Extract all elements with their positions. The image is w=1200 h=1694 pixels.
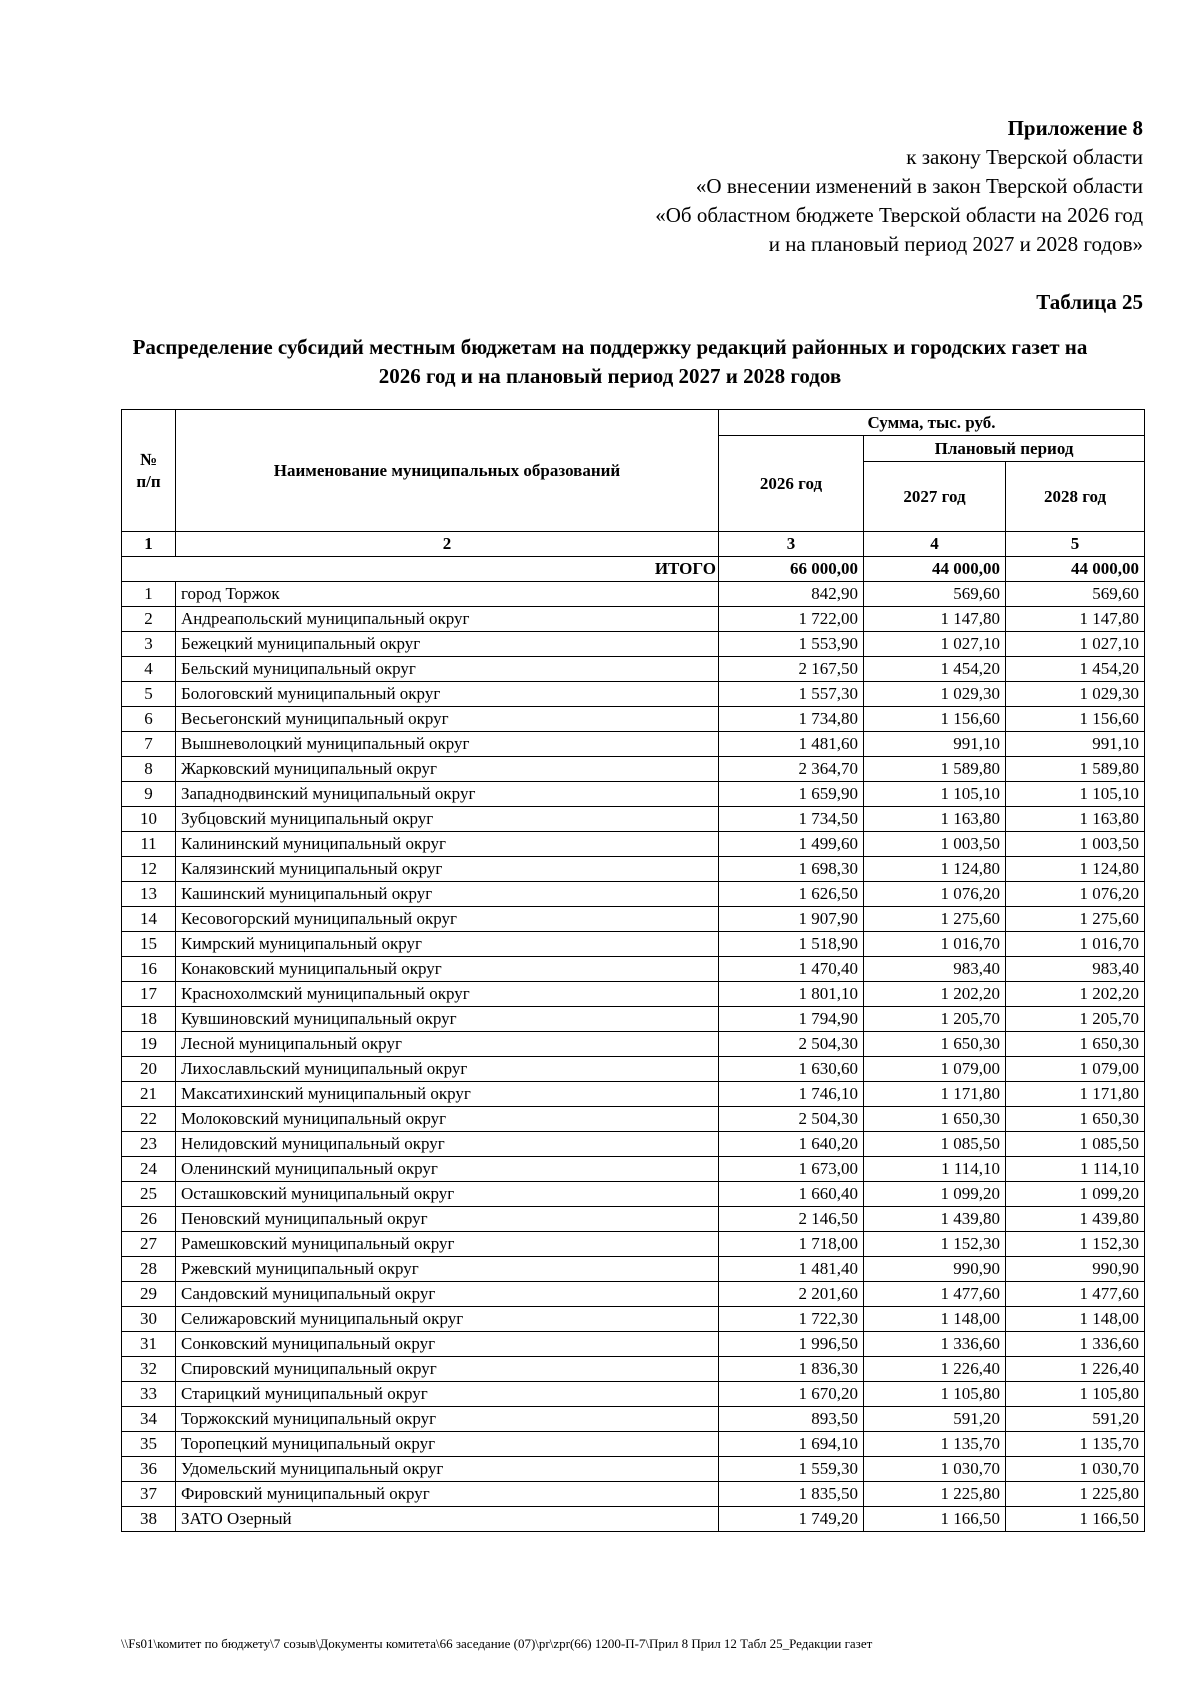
value-2027: 1 226,40 <box>864 1357 1006 1382</box>
row-number: 31 <box>122 1332 176 1357</box>
column-number: 4 <box>864 532 1006 557</box>
row-number: 12 <box>122 857 176 882</box>
municipality-name: Ржевский муниципальный округ <box>176 1257 719 1282</box>
value-2028: 991,10 <box>1006 732 1145 757</box>
value-2026: 2 167,50 <box>719 657 864 682</box>
row-number: 13 <box>122 882 176 907</box>
value-2028: 1 166,50 <box>1006 1507 1145 1532</box>
table-row <box>122 1282 1145 1307</box>
total-2028: 44 000,00 <box>1006 557 1145 582</box>
value-2027: 1 027,10 <box>864 632 1006 657</box>
value-2027: 1 225,80 <box>864 1482 1006 1507</box>
row-number: 33 <box>122 1382 176 1407</box>
row-number: 32 <box>122 1357 176 1382</box>
value-2027: 990,90 <box>864 1257 1006 1282</box>
value-2028: 1 171,80 <box>1006 1082 1145 1107</box>
municipality-name: Зубцовский муниципальный округ <box>176 807 719 832</box>
table-row <box>122 607 1145 632</box>
municipality-name: Андреапольский муниципальный округ <box>176 607 719 632</box>
row-number: 17 <box>122 982 176 1007</box>
municipality-name: Максатихинский муниципальный округ <box>176 1082 719 1107</box>
subsidy-table <box>121 409 1145 1532</box>
value-2027: 1 003,50 <box>864 832 1006 857</box>
value-2027: 1 205,70 <box>864 1007 1006 1032</box>
value-2026: 2 146,50 <box>719 1207 864 1232</box>
value-2026: 1 660,40 <box>719 1182 864 1207</box>
table-row <box>122 882 1145 907</box>
column-number: 3 <box>719 532 864 557</box>
value-2027: 1 029,30 <box>864 682 1006 707</box>
municipality-name: Лихославльский муниципальный округ <box>176 1057 719 1082</box>
value-2026: 1 470,40 <box>719 957 864 982</box>
table-row <box>122 682 1145 707</box>
value-2026: 1 553,90 <box>719 632 864 657</box>
municipality-name: Сандовский муниципальный округ <box>176 1282 719 1307</box>
table-row <box>122 1132 1145 1157</box>
table-row <box>122 707 1145 732</box>
value-2027: 1 114,10 <box>864 1157 1006 1182</box>
value-2028: 1 336,60 <box>1006 1332 1145 1357</box>
value-2028: 1 085,50 <box>1006 1132 1145 1157</box>
table-row <box>122 582 1145 607</box>
value-2028: 1 650,30 <box>1006 1032 1145 1057</box>
value-2027: 1 124,80 <box>864 857 1006 882</box>
table-row <box>122 1082 1145 1107</box>
row-number: 28 <box>122 1257 176 1282</box>
value-2028: 1 027,10 <box>1006 632 1145 657</box>
header-number: № п/п <box>122 410 176 532</box>
table-row <box>122 957 1145 982</box>
municipality-name: Старицкий муниципальный округ <box>176 1382 719 1407</box>
table-row <box>122 1332 1145 1357</box>
value-2028: 1 029,30 <box>1006 682 1145 707</box>
column-number: 2 <box>176 532 719 557</box>
row-number: 36 <box>122 1457 176 1482</box>
municipality-name: Кашинский муниципальный округ <box>176 882 719 907</box>
header-2026: 2026 год <box>719 436 864 532</box>
table-row <box>122 1057 1145 1082</box>
row-number: 20 <box>122 1057 176 1082</box>
table-body <box>122 532 1145 1532</box>
value-2028: 1 105,80 <box>1006 1382 1145 1407</box>
value-2028: 1 148,00 <box>1006 1307 1145 1332</box>
municipality-name: Торопецкий муниципальный округ <box>176 1432 719 1457</box>
table-row <box>122 807 1145 832</box>
row-number: 10 <box>122 807 176 832</box>
row-number: 38 <box>122 1507 176 1532</box>
row-number: 2 <box>122 607 176 632</box>
table-row <box>122 757 1145 782</box>
value-2026: 1 694,10 <box>719 1432 864 1457</box>
value-2027: 1 085,50 <box>864 1132 1006 1157</box>
table-row <box>122 1432 1145 1457</box>
municipality-name: Калининский муниципальный округ <box>176 832 719 857</box>
value-2028: 1 202,20 <box>1006 982 1145 1007</box>
row-number: 26 <box>122 1207 176 1232</box>
document-title <box>110 333 1110 391</box>
municipality-name: Рамешковский муниципальный округ <box>176 1232 719 1257</box>
value-2028: 569,60 <box>1006 582 1145 607</box>
value-2028: 983,40 <box>1006 957 1145 982</box>
table-row <box>122 1482 1145 1507</box>
row-number: 14 <box>122 907 176 932</box>
value-2028: 1 589,80 <box>1006 757 1145 782</box>
value-2026: 1 698,30 <box>719 857 864 882</box>
row-number: 9 <box>122 782 176 807</box>
municipality-name: Оленинский муниципальный округ <box>176 1157 719 1182</box>
row-number: 1 <box>122 582 176 607</box>
value-2027: 1 152,30 <box>864 1232 1006 1257</box>
value-2026: 2 364,70 <box>719 757 864 782</box>
value-2026: 1 499,60 <box>719 832 864 857</box>
municipality-name: Лесной муниципальный округ <box>176 1032 719 1057</box>
value-2028: 990,90 <box>1006 1257 1145 1282</box>
municipality-name: Калязинский муниципальный округ <box>176 857 719 882</box>
municipality-name: Бельский муниципальный округ <box>176 657 719 682</box>
value-2026: 1 557,30 <box>719 682 864 707</box>
value-2026: 2 201,60 <box>719 1282 864 1307</box>
row-number: 6 <box>122 707 176 732</box>
value-2026: 1 801,10 <box>719 982 864 1007</box>
municipality-name: ЗАТО Озерный <box>176 1507 719 1532</box>
municipality-name: Спировский муниципальный округ <box>176 1357 719 1382</box>
row-number: 16 <box>122 957 176 982</box>
row-number: 15 <box>122 932 176 957</box>
value-2027: 569,60 <box>864 582 1006 607</box>
table-row <box>122 657 1145 682</box>
header-plan-period: Плановый период <box>864 436 1145 462</box>
title-line-2: 2026 год и на плановый период 2027 и 2028 годов <box>378 364 842 388</box>
total-row <box>122 557 1145 582</box>
value-2027: 1 336,60 <box>864 1332 1006 1357</box>
column-numbers-row <box>122 532 1145 557</box>
header-sum: Сумма, тыс. руб. <box>719 410 1145 436</box>
value-2026: 842,90 <box>719 582 864 607</box>
row-number: 21 <box>122 1082 176 1107</box>
value-2027: 1 202,20 <box>864 982 1006 1007</box>
value-2027: 1 171,80 <box>864 1082 1006 1107</box>
header-2028: 2028 год <box>1006 462 1145 532</box>
value-2028: 1 030,70 <box>1006 1457 1145 1482</box>
value-2026: 893,50 <box>719 1407 864 1432</box>
row-number: 34 <box>122 1407 176 1432</box>
table-row <box>122 1307 1145 1332</box>
value-2026: 1 835,50 <box>719 1482 864 1507</box>
row-number: 37 <box>122 1482 176 1507</box>
value-2028: 591,20 <box>1006 1407 1145 1432</box>
row-number: 24 <box>122 1157 176 1182</box>
value-2028: 1 016,70 <box>1006 932 1145 957</box>
municipality-name: город Торжок <box>176 582 719 607</box>
row-number: 22 <box>122 1107 176 1132</box>
row-number: 23 <box>122 1132 176 1157</box>
value-2026: 1 746,10 <box>719 1082 864 1107</box>
value-2026: 1 718,00 <box>719 1232 864 1257</box>
table-row <box>122 1107 1145 1132</box>
value-2026: 1 626,50 <box>719 882 864 907</box>
value-2027: 1 076,20 <box>864 882 1006 907</box>
value-2028: 1 105,10 <box>1006 782 1145 807</box>
value-2026: 1 518,90 <box>719 932 864 957</box>
value-2026: 1 749,20 <box>719 1507 864 1532</box>
value-2026: 1 673,00 <box>719 1157 864 1182</box>
value-2028: 1 114,10 <box>1006 1157 1145 1182</box>
value-2026: 2 504,30 <box>719 1032 864 1057</box>
row-number: 25 <box>122 1182 176 1207</box>
appendix-title: Приложение 8 <box>1007 116 1143 140</box>
value-2026: 1 794,90 <box>719 1007 864 1032</box>
value-2027: 991,10 <box>864 732 1006 757</box>
value-2027: 1 030,70 <box>864 1457 1006 1482</box>
value-2027: 1 650,30 <box>864 1032 1006 1057</box>
municipality-name: Пеновский муниципальный округ <box>176 1207 719 1232</box>
municipality-name: Кесовогорский муниципальный округ <box>176 907 719 932</box>
value-2028: 1 003,50 <box>1006 832 1145 857</box>
table-row <box>122 782 1145 807</box>
table-row <box>122 632 1145 657</box>
value-2028: 1 163,80 <box>1006 807 1145 832</box>
value-2027: 1 163,80 <box>864 807 1006 832</box>
table-row <box>122 1382 1145 1407</box>
table-row <box>122 857 1145 882</box>
total-2027: 44 000,00 <box>864 557 1006 582</box>
municipality-name: Кувшиновский муниципальный округ <box>176 1007 719 1032</box>
document-header <box>655 114 1143 259</box>
value-2027: 1 016,70 <box>864 932 1006 957</box>
column-number: 1 <box>122 532 176 557</box>
value-2028: 1 147,80 <box>1006 607 1145 632</box>
value-2026: 1 640,20 <box>719 1132 864 1157</box>
municipality-name: Конаковский муниципальный округ <box>176 957 719 982</box>
municipality-name: Западнодвинский муниципальный округ <box>176 782 719 807</box>
value-2027: 1 275,60 <box>864 907 1006 932</box>
value-2028: 1 225,80 <box>1006 1482 1145 1507</box>
value-2028: 1 135,70 <box>1006 1432 1145 1457</box>
row-number: 8 <box>122 757 176 782</box>
column-number: 5 <box>1006 532 1145 557</box>
row-number: 4 <box>122 657 176 682</box>
municipality-name: Сонковский муниципальный округ <box>176 1332 719 1357</box>
row-number: 18 <box>122 1007 176 1032</box>
value-2027: 1 589,80 <box>864 757 1006 782</box>
value-2028: 1 156,60 <box>1006 707 1145 732</box>
value-2026: 1 996,50 <box>719 1332 864 1357</box>
value-2028: 1 079,00 <box>1006 1057 1145 1082</box>
value-2028: 1 477,60 <box>1006 1282 1145 1307</box>
value-2027: 1 147,80 <box>864 607 1006 632</box>
title-line-1: Распределение субсидий местным бюджетам на поддержку редакций районных и городских газет на <box>132 335 1088 359</box>
municipality-name: Удомельский муниципальный округ <box>176 1457 719 1482</box>
value-2028: 1 454,20 <box>1006 657 1145 682</box>
municipality-name: Фировский муниципальный округ <box>176 1482 719 1507</box>
municipality-name: Краснохолмский муниципальный округ <box>176 982 719 1007</box>
header-line: «О внесении изменений в закон Тверской области <box>695 174 1143 198</box>
value-2026: 1 559,30 <box>719 1457 864 1482</box>
row-number: 7 <box>122 732 176 757</box>
table-row <box>122 982 1145 1007</box>
municipality-name: Жарковский муниципальный округ <box>176 757 719 782</box>
value-2028: 1 439,80 <box>1006 1207 1145 1232</box>
value-2026: 1 734,50 <box>719 807 864 832</box>
table-row <box>122 1207 1145 1232</box>
value-2028: 1 205,70 <box>1006 1007 1145 1032</box>
municipality-name: Кимрский муниципальный округ <box>176 932 719 957</box>
value-2027: 591,20 <box>864 1407 1006 1432</box>
row-number: 19 <box>122 1032 176 1057</box>
header-2027: 2027 год <box>864 462 1006 532</box>
row-number: 5 <box>122 682 176 707</box>
municipality-name: Бологовский муниципальный округ <box>176 682 719 707</box>
header-line: к закону Тверской области <box>906 145 1143 169</box>
value-2026: 1 659,90 <box>719 782 864 807</box>
table-row <box>122 907 1145 932</box>
municipality-name: Торжокский муниципальный округ <box>176 1407 719 1432</box>
value-2026: 1 734,80 <box>719 707 864 732</box>
value-2026: 1 722,00 <box>719 607 864 632</box>
value-2028: 1 099,20 <box>1006 1182 1145 1207</box>
value-2027: 1 439,80 <box>864 1207 1006 1232</box>
table-label: Таблица 25 <box>1036 290 1143 314</box>
value-2028: 1 650,30 <box>1006 1107 1145 1132</box>
table-row <box>122 1507 1145 1532</box>
value-2027: 1 166,50 <box>864 1507 1006 1532</box>
municipality-name: Весьегонский муниципальный округ <box>176 707 719 732</box>
municipality-name: Вышневолоцкий муниципальный округ <box>176 732 719 757</box>
municipality-name: Селижаровский муниципальный округ <box>176 1307 719 1332</box>
row-number: 30 <box>122 1307 176 1332</box>
value-2028: 1 226,40 <box>1006 1357 1145 1382</box>
row-number: 27 <box>122 1232 176 1257</box>
value-2027: 1 148,00 <box>864 1307 1006 1332</box>
table-row <box>122 1032 1145 1057</box>
municipality-name: Осташковский муниципальный округ <box>176 1182 719 1207</box>
value-2027: 1 099,20 <box>864 1182 1006 1207</box>
value-2026: 1 670,20 <box>719 1382 864 1407</box>
row-number: 11 <box>122 832 176 857</box>
table-row <box>122 1257 1145 1282</box>
row-number: 3 <box>122 632 176 657</box>
table-row <box>122 1007 1145 1032</box>
value-2026: 2 504,30 <box>719 1107 864 1132</box>
municipality-name: Нелидовский муниципальный округ <box>176 1132 719 1157</box>
header-line: «Об областном бюджете Тверской области на 2026 год <box>655 203 1143 227</box>
row-number: 35 <box>122 1432 176 1457</box>
header-name: Наименование муниципальных образований <box>176 410 719 532</box>
value-2027: 1 156,60 <box>864 707 1006 732</box>
value-2028: 1 275,60 <box>1006 907 1145 932</box>
file-path-footer: \\Fs01\комитет по бюджету\7 созыв\Документы комитета\66 заседание (07)\pr\zpr(66) 1200-П-7\Прил 8 Прил 12 Табл 25_Редакции газет <box>121 1636 873 1651</box>
value-2026: 1 907,90 <box>719 907 864 932</box>
value-2027: 1 105,80 <box>864 1382 1006 1407</box>
table-row <box>122 1357 1145 1382</box>
value-2027: 1 079,00 <box>864 1057 1006 1082</box>
value-2027: 1 454,20 <box>864 657 1006 682</box>
total-2026: 66 000,00 <box>719 557 864 582</box>
municipality-name: Молоковский муниципальный округ <box>176 1107 719 1132</box>
value-2028: 1 152,30 <box>1006 1232 1145 1257</box>
municipality-name: Бежецкий муниципальный округ <box>176 632 719 657</box>
value-2028: 1 076,20 <box>1006 882 1145 907</box>
total-label: ИТОГО <box>122 557 719 582</box>
table-row <box>122 1457 1145 1482</box>
value-2027: 983,40 <box>864 957 1006 982</box>
value-2026: 1 722,30 <box>719 1307 864 1332</box>
value-2026: 1 630,60 <box>719 1057 864 1082</box>
table-row <box>122 1157 1145 1182</box>
value-2026: 1 836,30 <box>719 1357 864 1382</box>
table-row <box>122 932 1145 957</box>
value-2027: 1 650,30 <box>864 1107 1006 1132</box>
row-number: 29 <box>122 1282 176 1307</box>
value-2027: 1 477,60 <box>864 1282 1006 1307</box>
value-2027: 1 135,70 <box>864 1432 1006 1457</box>
table-row <box>122 1232 1145 1257</box>
table-row <box>122 832 1145 857</box>
value-2026: 1 481,60 <box>719 732 864 757</box>
value-2028: 1 124,80 <box>1006 857 1145 882</box>
table-row <box>122 1407 1145 1432</box>
table-row <box>122 732 1145 757</box>
header-line: и на плановый период 2027 и 2028 годов» <box>768 232 1143 256</box>
table-row <box>122 1182 1145 1207</box>
value-2026: 1 481,40 <box>719 1257 864 1282</box>
value-2027: 1 105,10 <box>864 782 1006 807</box>
